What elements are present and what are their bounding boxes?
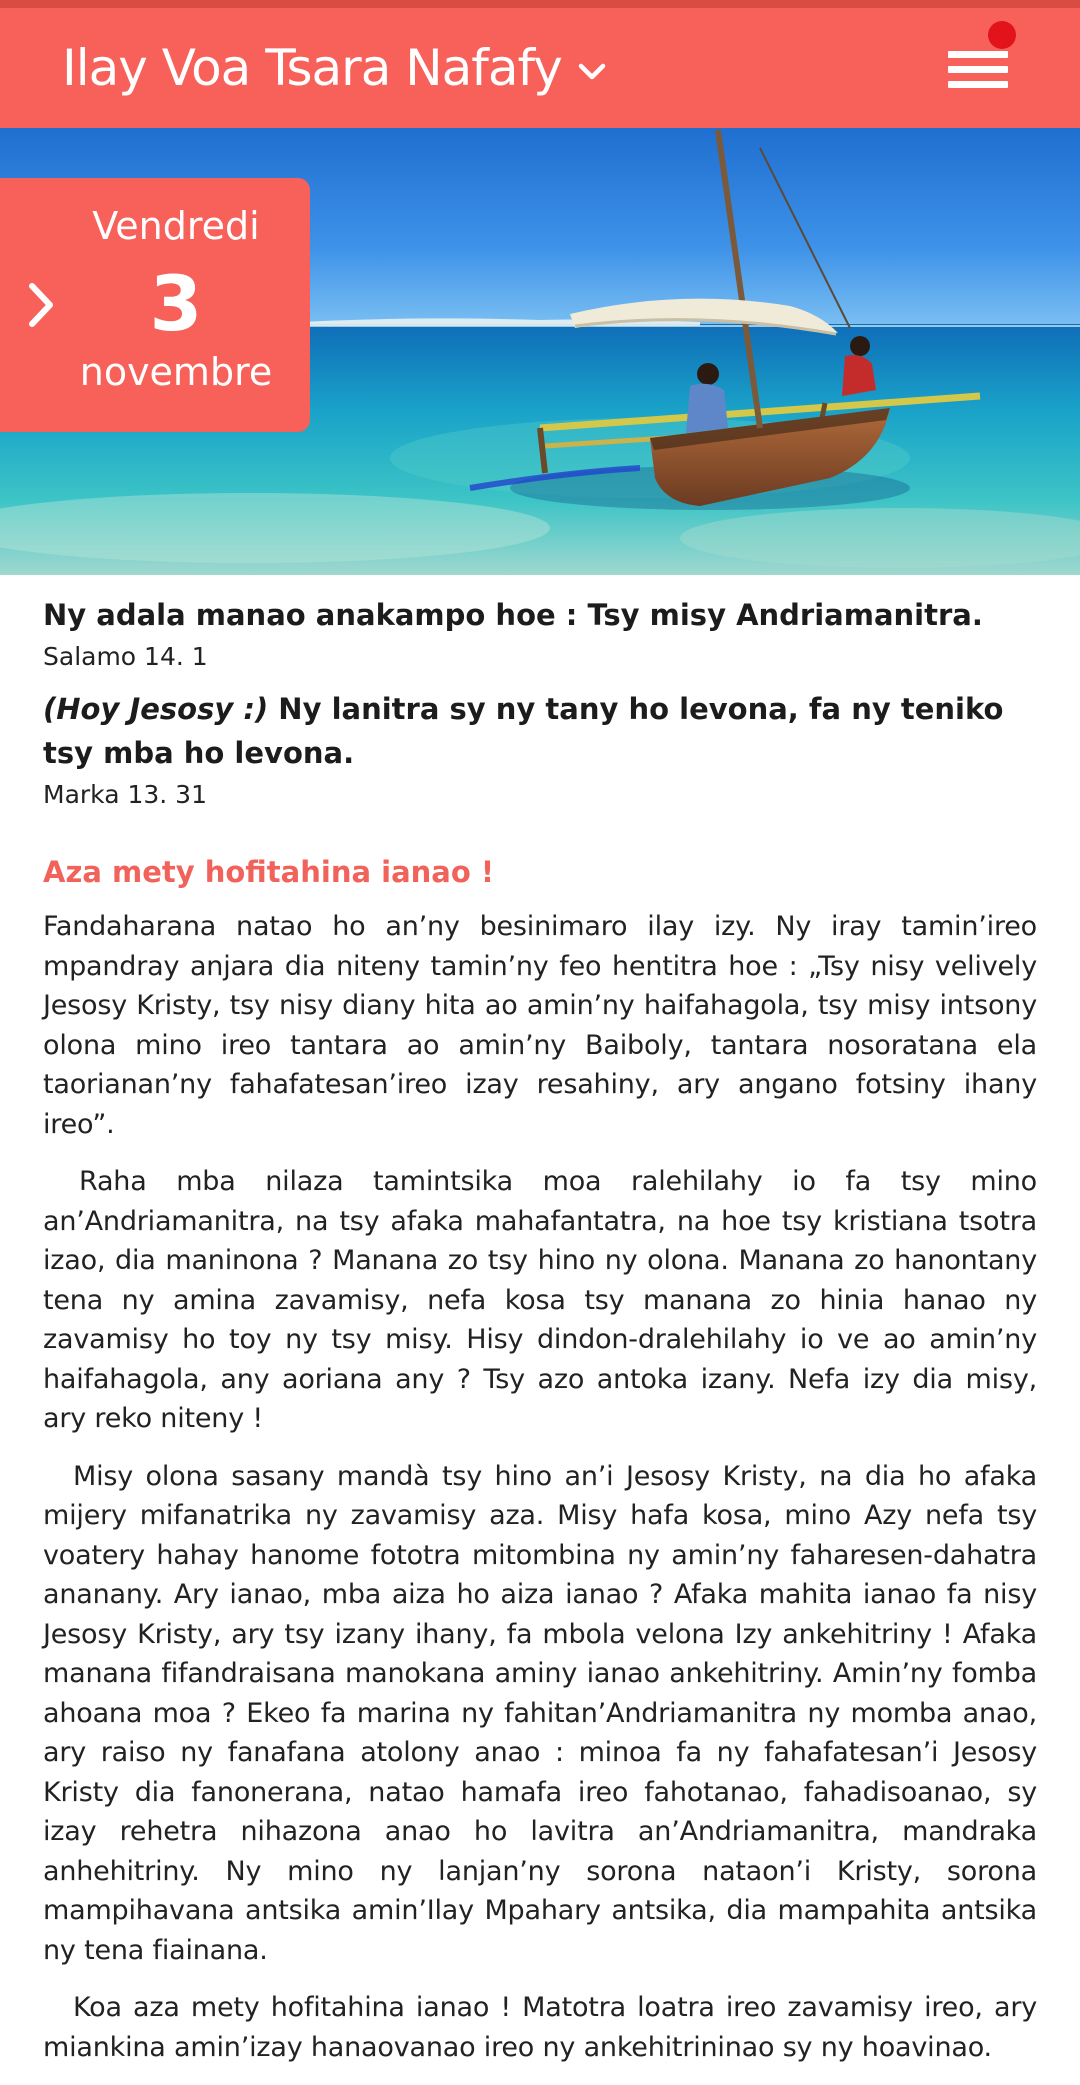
article-paragraph: Koa aza mety hofitahina ianao ! Matotra loatra ireo zavamisy ireo, ary miankina amin’izay hanaovanao ireo ny ankehitrininao sy ny hoavinao. [43,1992,1037,2063]
verse-body: Ny lanitra sy ny tany ho levona, fa ny teniko tsy mba ho levona. [43,692,1004,770]
article-paragraph: Misy olona sasany mandà tsy hino an’i Jesosy Kristy, na dia ho afaka mijery mifanatrika ny zavamisy aza. Misy hafa kosa, mino Azy nefa tsy voatery hahay hanome fototra mitombina ny amin’ny faharesen-dahatra ananany. Ary ianao, mba aiza ho aiza ianao ? Afaka mahita ianao fa nisy Jesosy Kristy, ary tsy izany ihany, fa mbola velona Izy ankehitriny ! Afaka manana fifandraisana manokana aminy ianao ankehitriny. Amin’ny fomba ahoana moa ? Ekeo fa marina ny fahitan’Andriamanitra ny momba anao, ary raiso ny fanafana atolony anao : minoa fa ny fahafatesan’i Jesosy Kristy dia fanonerana, natao hamafa ireo fahotanao, fahadisoanao, sy izay rehetra nihazona anao ho lavitra an’Andriamanitra, mandraka anhehitriny. Ny mino ny lanjan’ny sorona nataon’i Kristy, sorona mampihavana antsika amin’Ilay Mpahary antsika, dia mampahita antsika ny tena fiainana. [43,1460,1037,1966]
article-title: Aza mety hofitahina ianao ! [43,855,495,889]
app-header [0,8,1080,128]
notification-badge [988,21,1016,49]
verse-reference: Salamo 14. 1 [43,642,208,671]
verse-reference: Marka 13. 31 [43,780,207,809]
app-title-dropdown[interactable] [62,8,608,128]
article-paragraph: Raha mba nilaza tamintsika moa ralehilahy io fa tsy mino an’Andriamanitra, na tsy afaka mahafantatra, na hoe tsy kristiana tsotra izao, dia maninona ? Manana zo tsy hino ny olona. Manana zo hanontany tena ny amina zavamisy, nefa kosa tsy manana zo hinia hanao ny zavamisy ho toy ny tsy misy. Hisy dindon-dralehilahy io ve ao amin’ny haifahagola, any aoriana any ? Tsy azo antoka izany. Nefa izy dia misy, ary reko niteny ! [43,1166,1037,1434]
date-day: 3 [149,259,203,348]
verse-text [43,593,1037,637]
chevron-right-icon[interactable] [22,278,62,332]
verse-body: Ny adala manao anakampo hoe : Tsy misy Andriamanitra. [43,598,983,632]
article-paragraph: Fandaharana natao ho an’ny besinimaro ilay izy. Ny iray tamin’ireo mpandray anjara dia niteny tamin’ny feo hentitra hoe : „Tsy nisy velively Jesosy Kristy, tsy nisy diany hita ao amin’ny haifahagola, tsy misy intsony olona mino ireo tantara ao amin’ny Baiboly, tantara nosoratana ela taorianan’ny fahafatesan’ireo izay resahiny, ary angano fotsiny ihany ireo”. [43,911,1037,1140]
date-month: novembre [79,350,273,394]
app-title: Ilay Voa Tsara Nafafy [62,39,562,97]
daily-reading [43,575,1037,2085]
date-card [0,178,310,432]
date-weekday: Vendredi [92,204,260,248]
verse-text [43,687,1037,775]
verse-prefix: (Hoy Jesosy :) [43,692,269,726]
chevron-down-icon [576,56,608,88]
status-strip [0,0,1080,8]
